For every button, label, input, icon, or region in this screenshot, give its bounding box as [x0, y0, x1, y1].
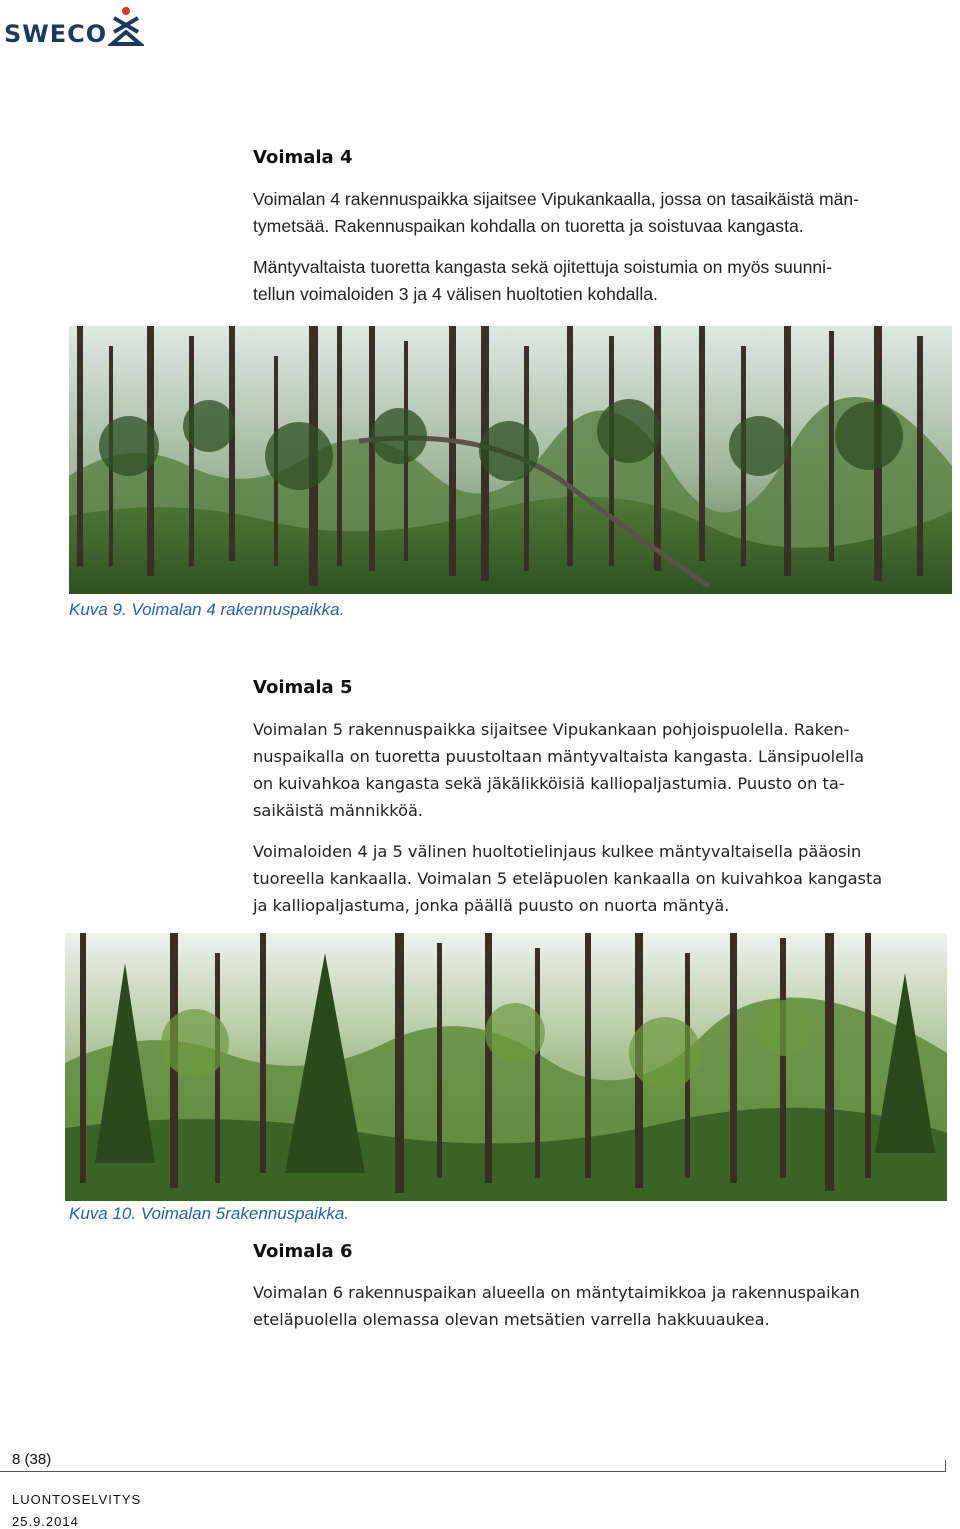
heading-voimala-6: Voimala 6 — [253, 1241, 353, 1262]
heading-voimala-4: Voimala 4 — [253, 147, 353, 168]
heading-voimala-5: Voimala 5 — [253, 677, 353, 698]
text-line: on kuivahkoa kangasta sekä jäkälikköisiä kalliopaljastumia. Puusto on ta- — [253, 774, 845, 793]
footer-document-title: LUONTOSELVITYS — [12, 1492, 142, 1507]
sweco-figure-icon — [108, 6, 144, 46]
footer-date: 25.9.2014 — [12, 1514, 79, 1529]
paragraph-voimala-4-1 — [253, 186, 953, 240]
text-line: tuoreella kankaalla. Voimalan 5 eteläpuolen kankaalla on kuivahkoa kangasta — [253, 869, 883, 888]
text-line: Mäntyvaltaista tuoretta kangasta sekä ojitettuja soistumia on myös suunni- — [253, 257, 832, 277]
logo-text: SWECO — [4, 20, 108, 48]
text-line: Voimalan 4 rakennuspaikka sijaitsee Vipukankaalla, jossa on tasaikäistä män- — [253, 189, 860, 209]
photo-voimala-4-site — [69, 326, 952, 594]
text-line: Voimalan 6 rakennuspaikan alueella on mäntytaimikkoa ja rakennuspaikan — [253, 1283, 860, 1302]
text-line: saikäistä männikköä. — [253, 801, 424, 820]
caption-kuva-9: Kuva 9. Voimalan 4 rakennuspaikka. — [69, 600, 345, 619]
footer-divider-tick — [945, 1460, 946, 1472]
sweco-logo — [4, 6, 144, 46]
page-number: 8 (38) — [12, 1451, 52, 1468]
text-line: ja kalliopaljastuma, jonka päällä puusto on nuorta mäntyä. — [253, 896, 730, 915]
text-line: tymetsää. Rakennuspaikan kohdalla on tuoretta ja soistuvaa kangasta. — [253, 216, 804, 236]
footer-divider — [0, 1471, 946, 1472]
text-line: Voimaloiden 4 ja 5 välinen huoltotielinjaus kulkee mäntyvaltaisella pääosin — [253, 842, 862, 861]
text-line: Voimalan 5 rakennuspaikka sijaitsee Vipukankaan pohjoispuolella. Raken- — [253, 720, 850, 739]
text-line: eteläpuolella olemassa olevan metsätien varrella hakkuuaukea. — [253, 1310, 770, 1329]
paragraph-voimala-4-2 — [253, 254, 953, 308]
text-line: tellun voimaloiden 3 ja 4 välisen huoltotien kohdalla. — [253, 284, 658, 304]
photo-voimala-5-site — [65, 933, 947, 1201]
paragraph-voimala-5-1 — [253, 716, 953, 824]
paragraph-voimala-6-1 — [253, 1279, 953, 1333]
text-line: nuspaikalla on tuoretta puustoltaan mäntyvaltaista kangasta. Länsipuolella — [253, 747, 864, 766]
caption-kuva-10: Kuva 10. Voimalan 5rakennuspaikka. — [69, 1204, 350, 1223]
paragraph-voimala-5-2 — [253, 838, 953, 919]
